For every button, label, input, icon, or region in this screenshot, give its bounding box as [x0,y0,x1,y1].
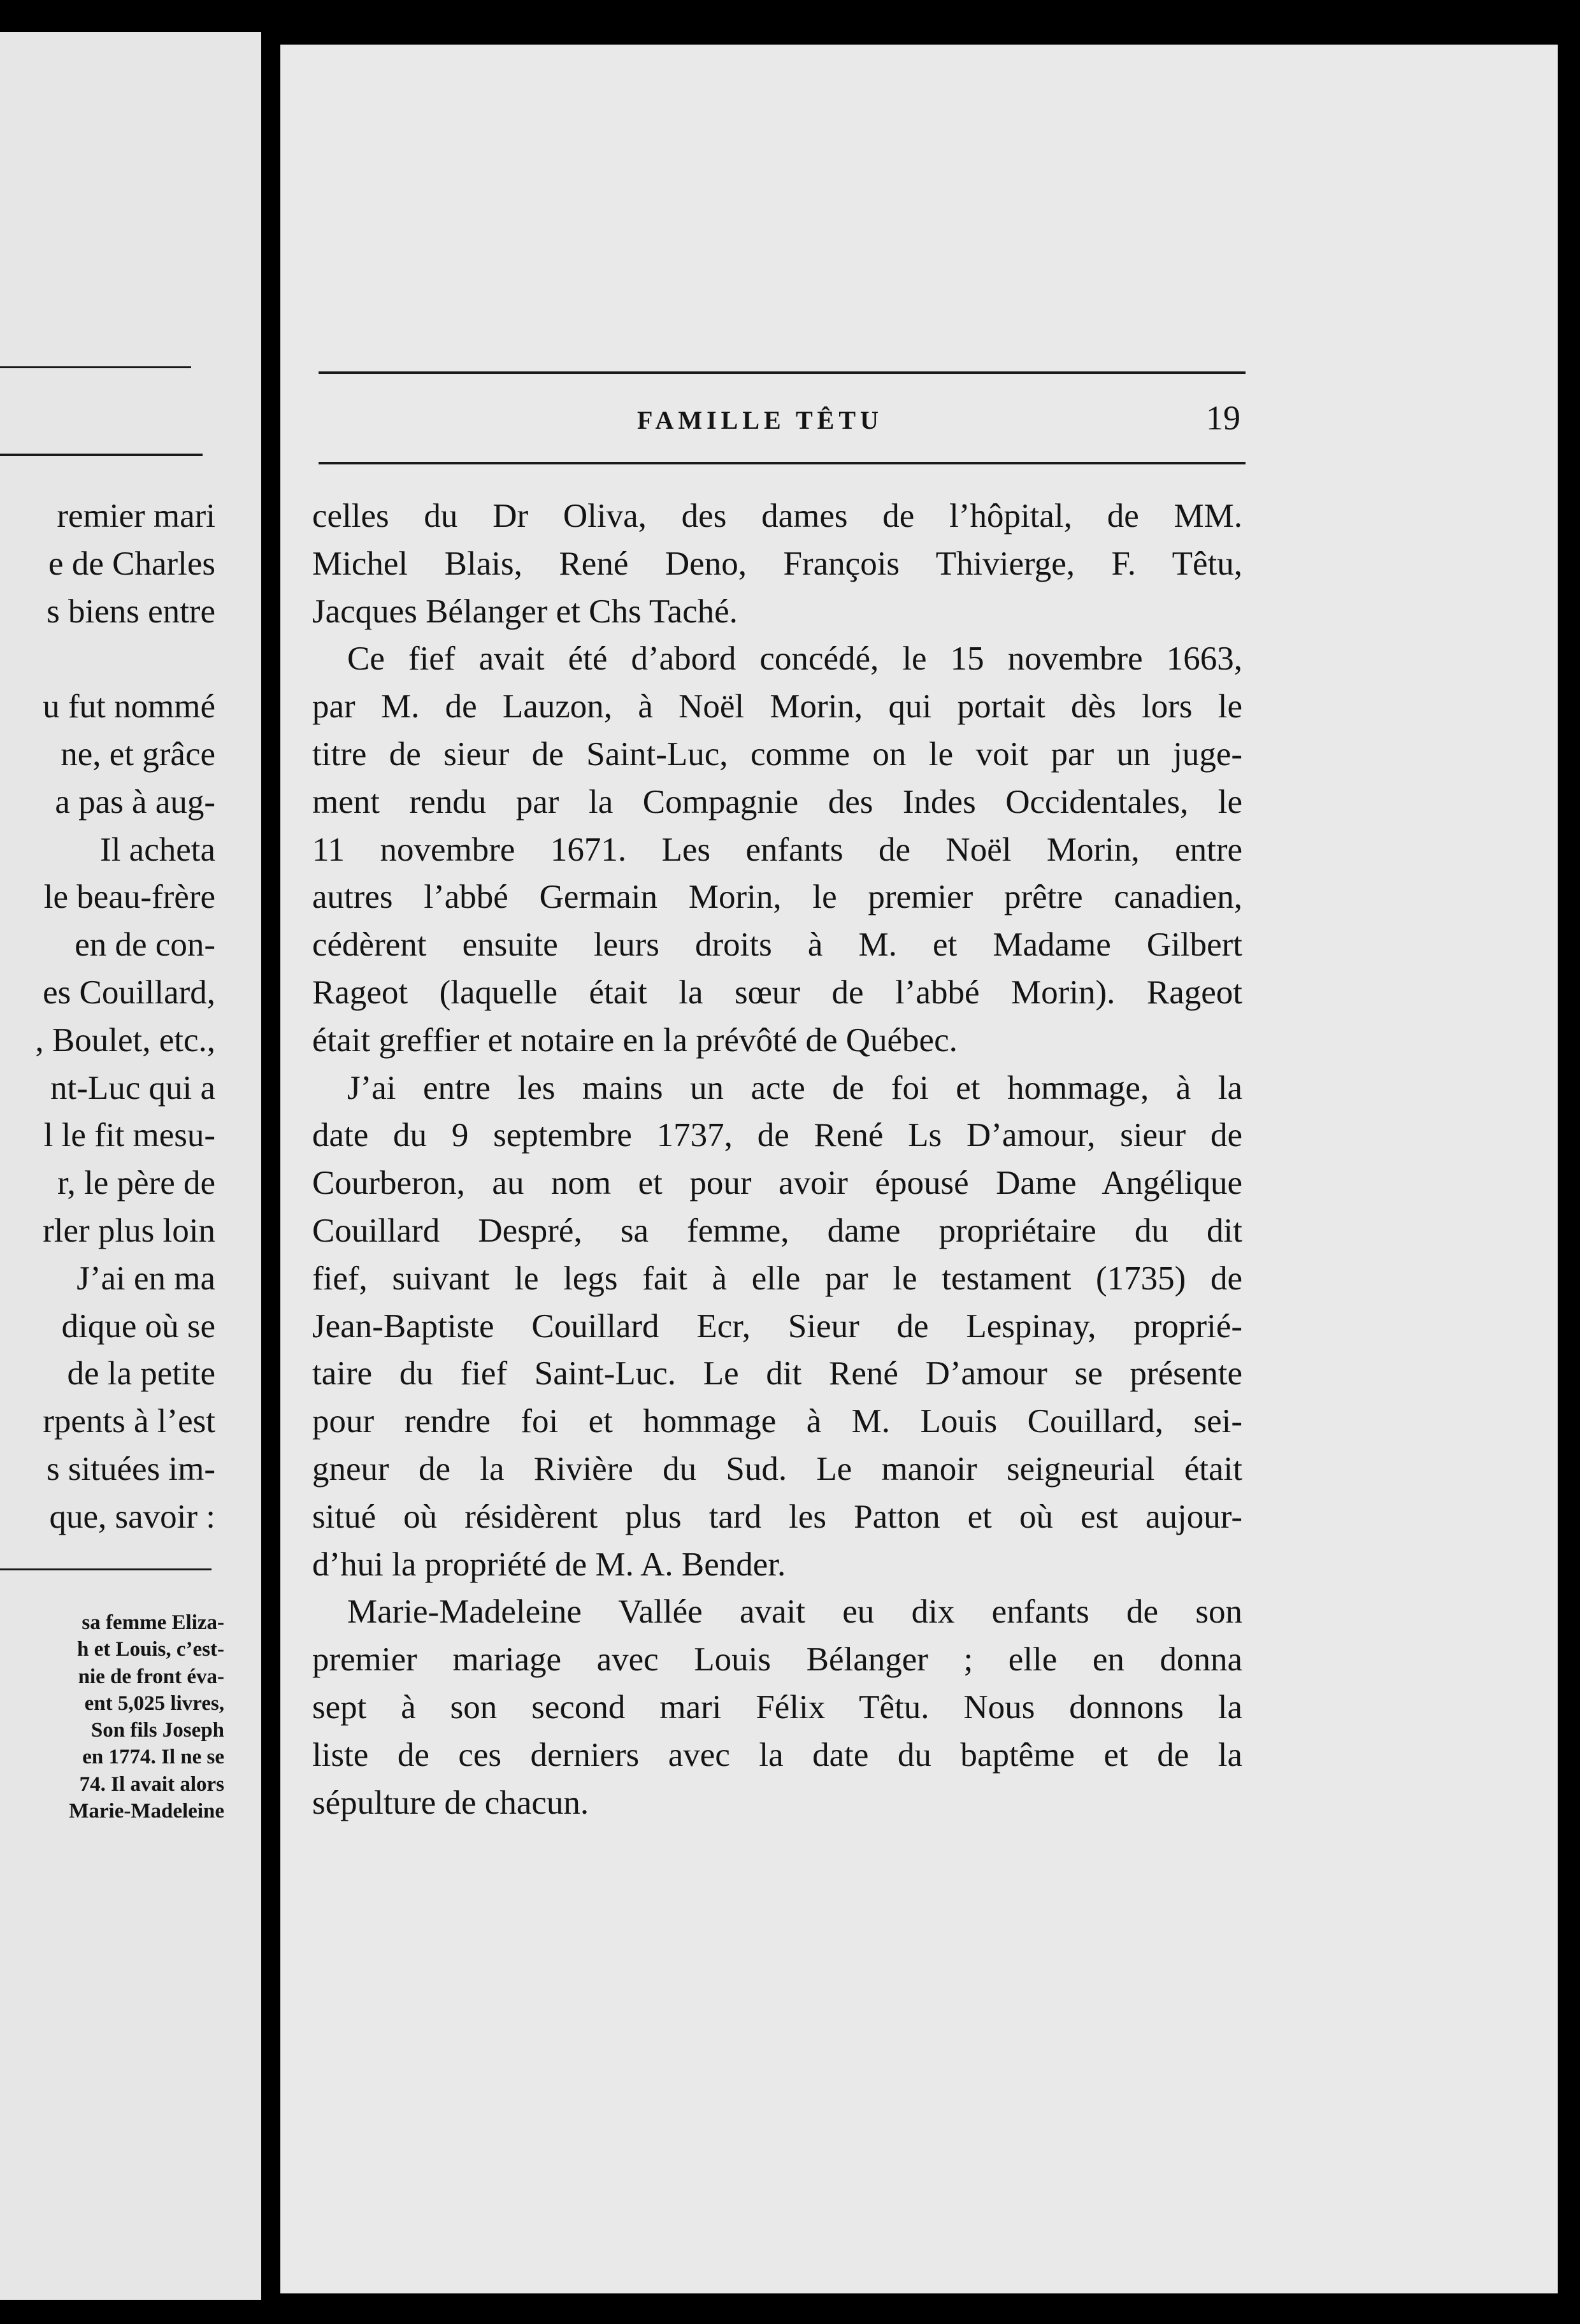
body-line: Jacques Bélanger et Chs Taché. [312,592,738,630]
body-line: par M. de Lauzon, à Noël Morin, qui portait dès lors le [312,688,1242,726]
body-line: premier mariage avec Louis Bélanger ; elle en donna [312,1641,1242,1679]
left-footnote-rule [0,1568,212,1570]
body-line: gneur de la Rivière du Sud. Le manoir seigneurial était [312,1450,1242,1488]
header-rule-top [319,371,1246,374]
page-number: 19 [1206,399,1240,437]
left-column-line: , Boulet, etc., [35,1021,215,1059]
body-line: Courberon, au nom et pour avoir épousé Dame Angélique [312,1165,1242,1202]
body-text [312,492,1242,1826]
book-gutter [261,0,280,2324]
left-column-line: J’ai en ma [76,1259,215,1297]
left-column-line: s biens entre [47,592,215,630]
left-column-line: rpents à l’est [43,1403,215,1440]
body-line: Jean-Baptiste Couillard Ecr, Sieur de Lespinay, proprié- [312,1307,1242,1345]
left-footnote-line: en 1774. Il ne se [82,1746,224,1769]
left-column-line: en de con- [75,926,215,964]
left-column-line: s situées im- [47,1450,215,1488]
body-line: Couillard Despré, sa femme, dame propriétaire du dit [312,1212,1242,1249]
body-line: était greffier et notaire en la prévôté de Québec. [312,1021,958,1059]
body-line: Michel Blais, René Deno, François Thivierge, F. Têtu, [312,545,1242,582]
left-column-line: nt-Luc qui a [50,1069,215,1107]
body-line: J’ai entre les mains un acte de foi et hommage, à la [347,1069,1242,1107]
left-column-line: e de Charles [48,545,215,582]
body-line: titre de sieur de Saint-Luc, comme on le voit par un juge- [312,735,1242,773]
left-column-line: a pas à aug- [55,783,215,821]
left-column-line: Il acheta [100,831,215,868]
left-column-line: rler plus loin [43,1212,215,1249]
body-line: sept à son second mari Félix Têtu. Nous donnons la [312,1688,1242,1726]
left-column-line: remier mari [57,498,215,534]
left-column-line: r, le père de [57,1165,215,1202]
left-page-footnote [0,1609,224,1825]
left-column-line: de la petite [67,1355,215,1393]
left-header-rule-upper [0,366,191,368]
left-header-rule-lower [0,454,203,456]
left-footnote-line: Son fils Joseph [90,1719,224,1742]
left-footnote-line: 74. Il avait alors [79,1772,224,1796]
body-line: autres l’abbé Germain Morin, le premier prêtre canadien, [312,879,1242,916]
body-line: taire du fief Saint-Luc. Le dit René D’amour se présente [312,1355,1242,1393]
body-line: Ce fief avait été d’abord concédé, le 15 novembre 1663, [347,640,1242,678]
left-column-line: ne, et grâce [61,735,215,773]
body-line: ment rendu par la Compagnie des Indes Occidentales, le [312,783,1242,821]
left-footnote-line: sa femme Eliza- [82,1611,224,1634]
left-column-line: dique où se [61,1307,215,1345]
left-footnote-line: nie de front éva- [78,1665,224,1688]
left-column-line: es Couillard, [43,973,215,1011]
body-line: sépulture de chacun. [312,1784,589,1821]
running-title: FAMILLE TÊTU [637,406,883,434]
left-footnote-line: ent 5,025 livres, [84,1691,224,1715]
body-line: situé où résidèrent plus tard les Patton et où est aujour- [312,1498,1242,1535]
body-line: cédèrent ensuite leurs droits à M. et Madame Gilbert [312,926,1242,964]
left-footnote-line: Marie-Madeleine [69,1800,224,1823]
header-rule-bottom [319,462,1246,464]
body-line: d’hui la propriété de M. A. Bender. [312,1546,786,1583]
body-line: fief, suivant le legs fait à elle par le testament (1735) de [312,1259,1242,1297]
left-column-line: u fut nommé [43,688,215,726]
left-column-line: l le fit mesu- [43,1117,215,1154]
body-line: date du 9 septembre 1737, de René Ls D’amour, sieur de [312,1117,1242,1154]
body-line: 11 novembre 1671. Les enfants de Noël Morin, entre [312,831,1242,868]
left-page-text-column [0,492,215,1541]
body-line: Marie-Madeleine Vallée avait eu dix enfants de son [347,1593,1242,1631]
body-line: celles du Dr Oliva, des dames de l’hôpital, de MM. [312,498,1242,534]
left-column-line: le beau-frère [43,879,215,916]
left-footnote-line: h et Louis, c’est- [77,1638,224,1661]
body-line: Rageot (laquelle était la sœur de l’abbé Morin). Rageot [312,973,1242,1011]
body-line: liste de ces derniers avec la date du baptême et de la [312,1736,1242,1774]
left-column-line: que, savoir : [49,1498,215,1535]
left-column-line [0,635,215,683]
body-line: pour rendre foi et hommage à M. Louis Couillard, sei- [312,1403,1242,1440]
